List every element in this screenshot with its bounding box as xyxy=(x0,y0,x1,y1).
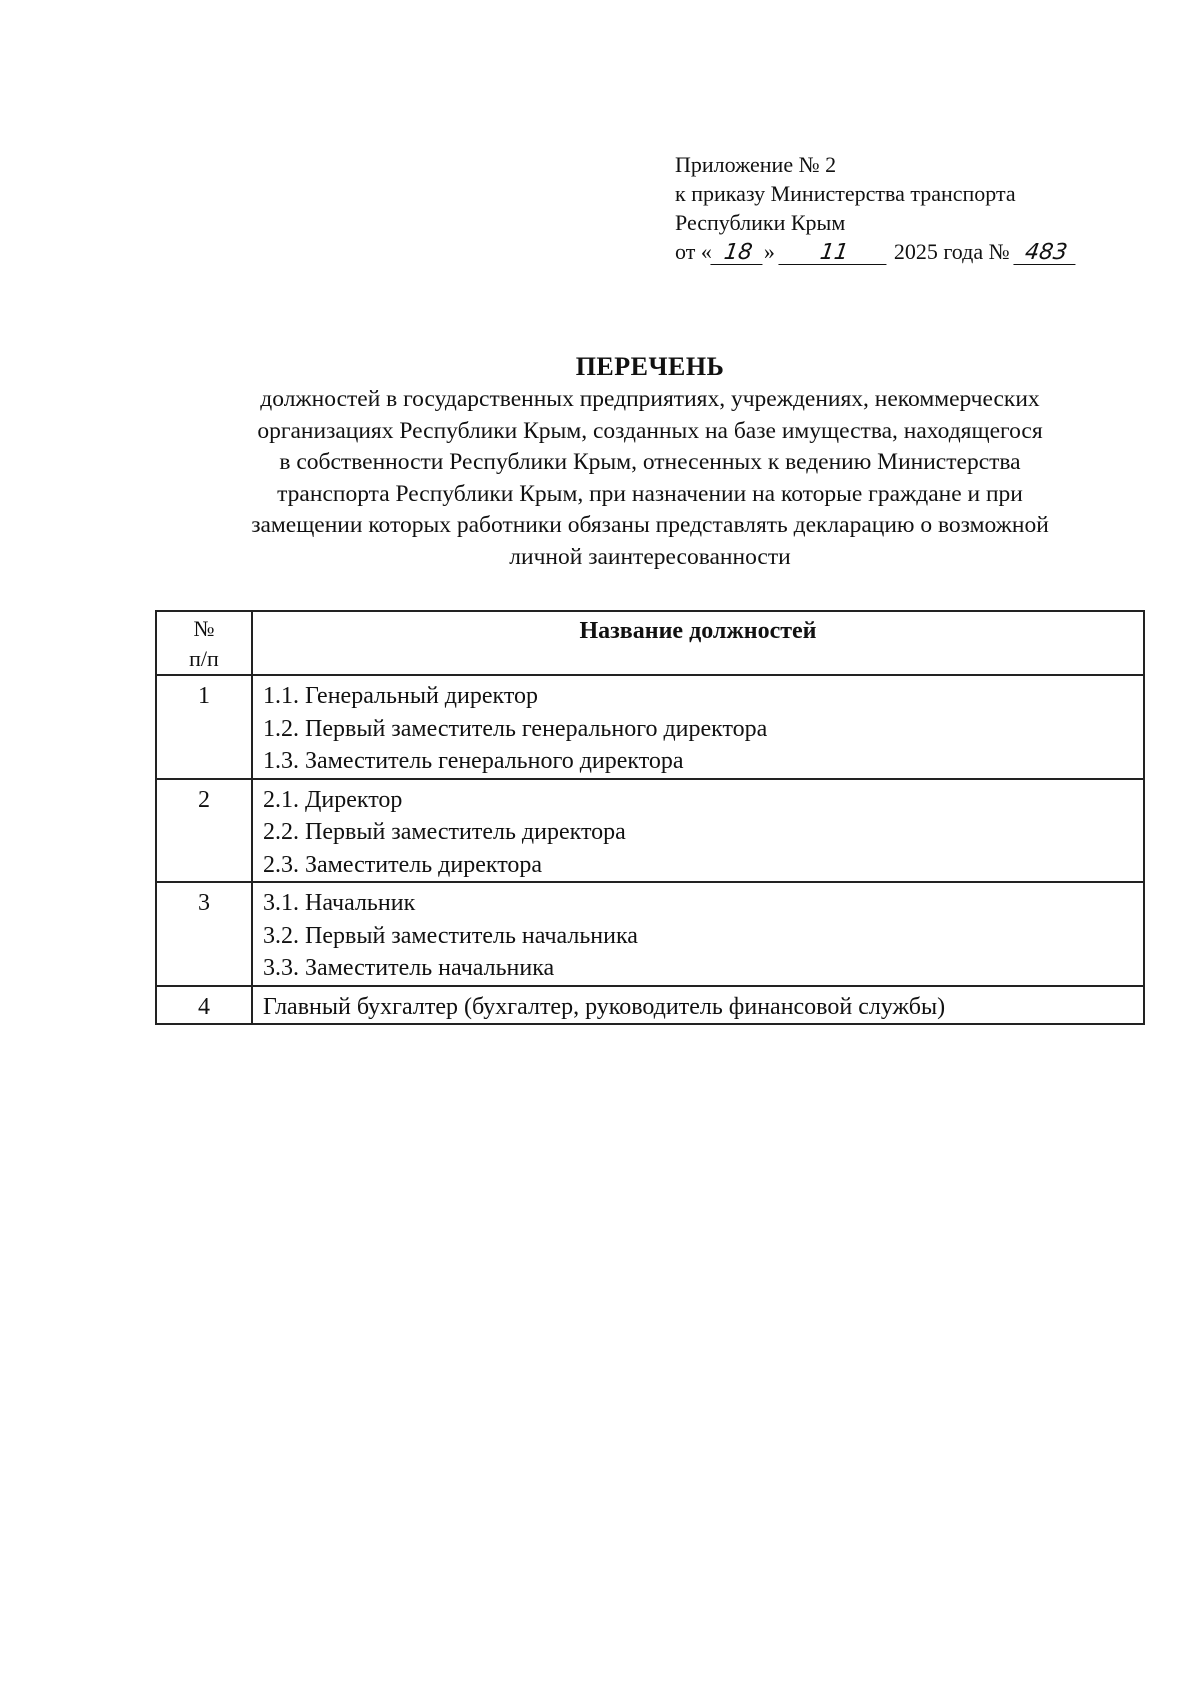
subtitle-line: личной заинтересованности xyxy=(509,543,791,570)
header-number-abbrev: п/п xyxy=(189,646,219,671)
subtitle-line: замещении которых работники обязаны представлять декларацию о возможной xyxy=(251,512,1049,538)
date-year-text: 2025 года № xyxy=(893,239,1010,264)
appendix-region: Республики Крым xyxy=(675,210,846,235)
subtitle-line: в собственности Республики Крым, отнесенных к ведению Министерства xyxy=(279,449,1021,475)
row-number: 3 xyxy=(156,882,252,986)
subtitle-line: должностей в государственных предприятиях, учреждениях, некоммерческих xyxy=(260,386,1040,412)
row-positions xyxy=(252,986,1144,1025)
position-item: 1.3. Заместитель генерального директора xyxy=(263,748,684,774)
subtitle-line: организациях Республики Крым, созданных на базе имущества, находящегося xyxy=(257,417,1043,444)
appendix-title: Приложение № 2 xyxy=(675,152,837,177)
position-item: 1.2. Первый заместитель генерального директора xyxy=(263,715,768,742)
handwritten-day: 18 xyxy=(710,242,765,265)
appendix-date-line xyxy=(675,237,1077,266)
appendix-header xyxy=(675,150,1077,266)
position-item: 2.1. Директор xyxy=(263,786,403,813)
table-header-row xyxy=(156,611,1144,675)
row-positions xyxy=(252,675,1144,779)
date-prefix: от « xyxy=(675,239,712,264)
subtitle-line: транспорта Республики Крым, при назначении на которые граждане и при xyxy=(277,480,1023,507)
row-positions xyxy=(252,882,1144,986)
position-item: 2.2. Первый заместитель директора xyxy=(263,819,626,845)
handwritten-order-number: 483 xyxy=(1014,242,1079,265)
table-row xyxy=(156,882,1144,986)
date-quote-close: » xyxy=(763,239,775,264)
position-item: 1.1. Генеральный директор xyxy=(263,683,539,709)
position-item: 3.3. Заместитель начальника xyxy=(263,955,555,981)
header-name-cell: Название должностей xyxy=(252,611,1144,675)
position-item: 3.2. Первый заместитель начальника xyxy=(263,922,638,949)
header-number-cell xyxy=(156,611,252,675)
table-row xyxy=(156,675,1144,779)
document-title: ПЕРЕЧЕНЬ xyxy=(575,352,725,381)
row-number: 1 xyxy=(156,675,252,779)
row-number: 4 xyxy=(156,986,252,1025)
row-number: 2 xyxy=(156,779,252,883)
appendix-order-ref: к приказу Министерства транспорта xyxy=(675,181,1016,206)
position-item: 2.3. Заместитель директора xyxy=(263,851,543,878)
row-positions xyxy=(252,779,1144,883)
table-row xyxy=(156,986,1144,1025)
handwritten-month: 11 xyxy=(779,242,890,265)
position-item: Главный бухгалтер (бухгалтер, руководитель финансовой службы) xyxy=(263,993,946,1020)
table-row xyxy=(156,779,1144,883)
positions-table xyxy=(155,610,1145,1025)
position-item: 3.1. Начальник xyxy=(263,890,416,916)
header-number-symbol: № xyxy=(193,616,215,641)
title-block xyxy=(155,350,1145,573)
